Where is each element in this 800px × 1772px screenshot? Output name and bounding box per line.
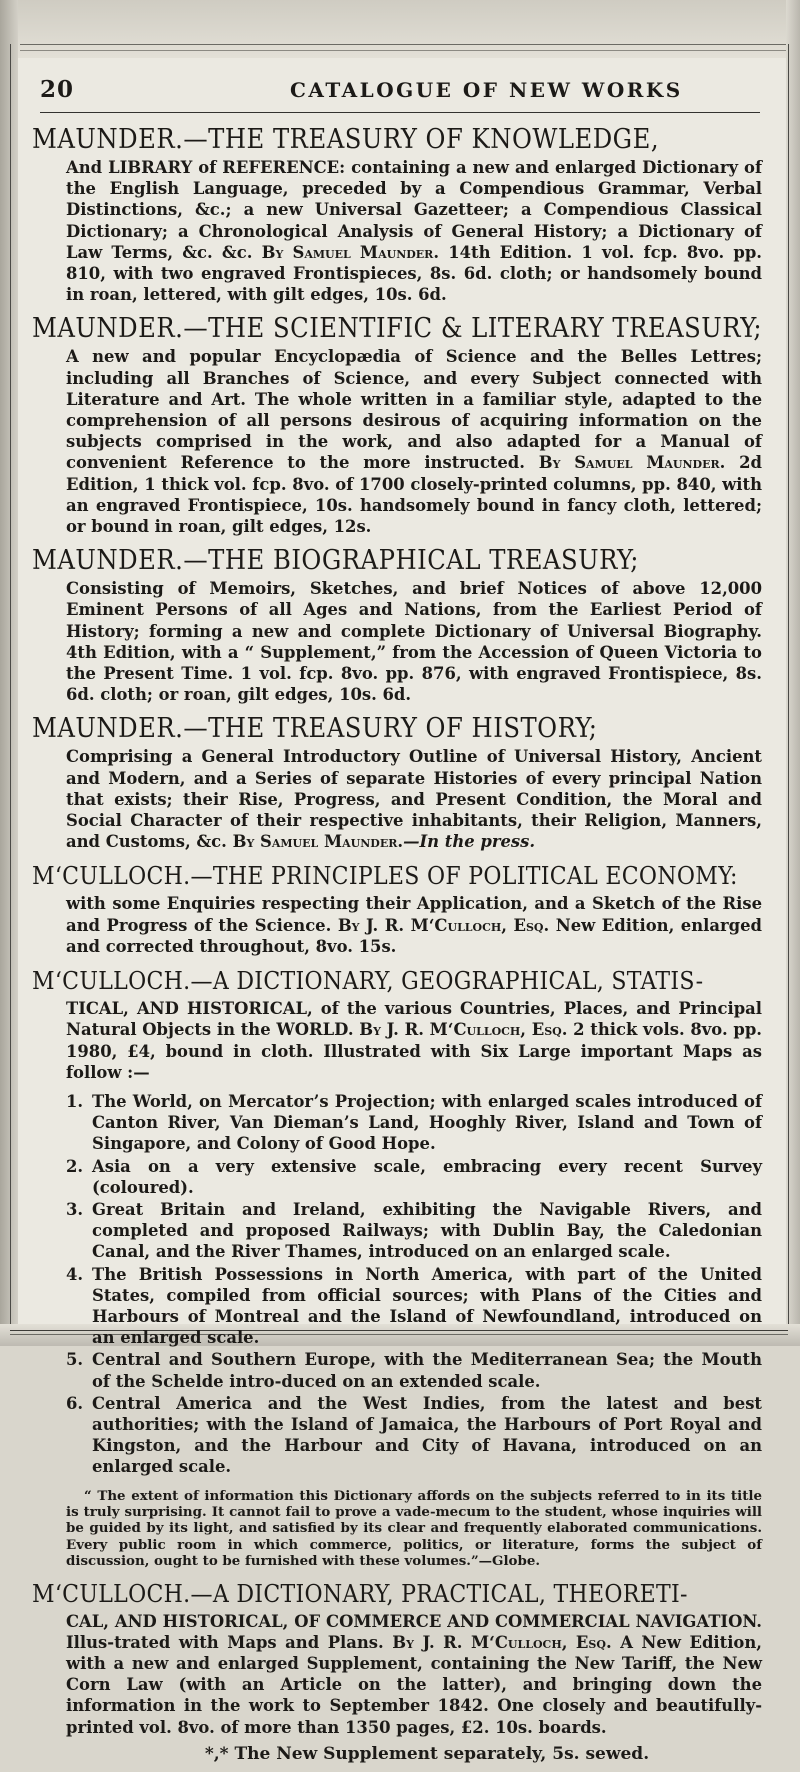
- entry-heading: M‘CULLOCH.—THE PRINCIPLES OF POLITICAL ECONOMY:: [32, 861, 738, 891]
- scan-left-edge: [0, 0, 18, 1346]
- entry-heading: MAUNDER.—THE SCIENTIFIC & LITERARY TREASURY;: [32, 313, 763, 345]
- author: By Samuel Maunder.: [261, 242, 440, 262]
- scan-right-edge: [786, 0, 800, 1346]
- list-item: 2. Asia on a very extensive scale, embracing every recent Survey (coloured).: [66, 1156, 762, 1197]
- entry-description: Consisting of Memoirs, Sketches, and brief Notices of above 12,000 Eminent Persons of all Ages and Nations, from the Earliest Period of History; forming a new and complete Dictionary of Universal Biography. 4th Edition, with a “ Supplement,” from the Accession of Queen Victoria to the Present Time. 1 vol. fcp. 8vo. pp. 876, with engraved Frontispiece, 8s. 6d. cloth; or roan, gilt edges, 10s. 6d.: [66, 579, 762, 705]
- author: By J. R. M‘Culloch, Esq.: [337, 915, 550, 935]
- entry-heading: M‘CULLOCH.—A DICTIONARY, GEOGRAPHICAL, STATIS-: [32, 966, 704, 996]
- entry-heading: MAUNDER.—THE BIOGRAPHICAL TREASURY;: [32, 545, 639, 577]
- list-item: 6. Central America and the West Indies, from the latest and best authorities; with the Island of Jamaica, the Harbours of Port Royal and Kingston, and the Harbour and City of Havana, introduced on an enlarged scale.: [66, 1393, 762, 1477]
- entry-description: A new and popular Encyclopædia of Science and the Belles Lettres; including all Branches of Science, and every Subject connected with Literature and Art. The whole written in a familiar style, adapted to the comprehension of all persons desirous of acquiring information on the subjects comprised in the work, and also adapted for a Manual of convenient Reference to the more instructed. By Samuel Maunder. 2d Edition, 1 thick vol. fcp. 8vo. of 1700 closely-printed columns, pp. 840, with an engraved Frontispiece, 10s. handsomely bound in fancy cloth, lettered; or bound in roan, gilt edges, 12s.: [66, 347, 762, 537]
- press-note: —In the press.: [403, 832, 536, 852]
- entry-description: And LIBRARY of REFERENCE: containing a new and enlarged Dictionary of the English Language, preceded by a Compendious Grammar, Verbal Distinctions, &c.; a new Universal Gazetteer; a Compendious Classical Dictionary; a Chronological Analysis of General History; a Dictionary of Law Terms, &c. &c. By Samuel Maunder. 14th Edition. 1 vol. fcp. 8vo. pp. 810, with two engraved Frontispieces, 8s. 6d. cloth; or handsomely bound in roan, lettered, with gilt edges, 10s. 6d.: [66, 158, 763, 305]
- scan-top-edge: [0, 0, 800, 58]
- list-item: 3. Great Britain and Ireland, exhibiting the Navigable Rivers, and completed and proposed Railways; with Dublin Bay, the Caledonian Canal, and the River Thames, introduced on an enlarged scale.: [66, 1199, 762, 1262]
- entry-biographical-treasury: [32, 545, 762, 705]
- review-quote: “ The extent of information this Dictionary affords on the subjects referred to in its title is truly surprising. It cannot fail to prove a vade-mecum to the student, whose inquiries will be guided by its light, and satisfied by its clear and frequently elaborated communications. Every public room in which commerce, politics, or literature, forms the subject of discussion, ought to be furnished with these volumes.”—Globe.: [66, 1487, 762, 1570]
- page-number: 20: [40, 76, 75, 103]
- author: By J. R. M‘Culloch, Esq.: [392, 1632, 612, 1652]
- author: By J. R. M‘Culloch, Esq.: [359, 1020, 568, 1040]
- header-rule: [40, 112, 760, 113]
- entry-heading: MAUNDER.—THE TREASURY OF HISTORY;: [32, 713, 598, 745]
- author: By Samuel Maunder.: [538, 453, 726, 473]
- list-item: 1. The World, on Mercator’s Projection; with enlarged scales introduced of Canton River, Van Dieman’s Land, Hooghly River, Island and Town of Singapore, and Colony of Good Hope.: [66, 1091, 762, 1154]
- entry-heading: M‘CULLOCH.—A DICTIONARY, PRACTICAL, THEORETI-: [32, 1578, 688, 1608]
- entry-political-economy: [32, 860, 762, 957]
- map-list: [32, 1091, 762, 1478]
- list-item: 5. Central and Southern Europe, with the Mediterranean Sea; the Mouth of the Schelde intro-duced on an extended scale.: [66, 1350, 762, 1391]
- entry-treasury-of-knowledge: [32, 124, 762, 305]
- running-title: CATALOGUE OF NEW WORKS: [290, 78, 683, 102]
- author: By Samuel Maunder.: [232, 832, 404, 852]
- entry-description: CAL, AND HISTORICAL, OF COMMERCE AND COMMERCIAL NAVIGATION. Illus-trated with Maps and Plans. By J. R. M‘Culloch, Esq. A New Edition, with a new and enlarged Supplement, containing the New Tariff, the New Corn Law (with an Article on the latter), and bringing down the information in the work to September 1842. One closely and beautifully-printed vol. 8vo. of more than 1350 pages, £2. 10s. boards.: [66, 1611, 762, 1737]
- list-item: 4. The British Possessions in North America, with part of the United States, compiled from official sources; with Plans of the Cities and Harbours of Montreal and the Island of Newfoundland, introduced on an enlarged scale.: [66, 1264, 762, 1348]
- entry-scientific-literary-treasury: [32, 313, 762, 537]
- entry-commerce-dictionary: [32, 1578, 762, 1764]
- entry-description: with some Enquiries respecting their Application, and a Sketch of the Rise and Progress of the Science. By J. R. M‘Culloch, Esq. New Edition, enlarged and corrected throughout, 8vo. 15s.: [66, 894, 762, 956]
- entry-geographical-dictionary: [32, 965, 762, 1570]
- entry-description: TICAL, AND HISTORICAL, of the various Countries, Places, and Principal Natural Objects in the WORLD. By J. R. M‘Culloch, Esq. 2 thick vols. 8vo. pp. 1980, £4, bound in cloth. Illustrated with Six Large important Maps as follow :—: [66, 999, 762, 1082]
- entry-heading: MAUNDER.—THE TREASURY OF KNOWLEDGE,: [32, 124, 660, 155]
- catalogue-entries: [32, 124, 762, 1772]
- supplement-note: *,* The New Supplement separately, 5s. sewed.: [204, 1743, 650, 1764]
- entry-treasury-of-history: [32, 713, 762, 852]
- page-header: [40, 76, 760, 106]
- entry-description: Comprising a General Introductory Outline of Universal History, Ancient and Modern, and a Series of separate Histories of every principal Nation that exists; their Rise, Progress, and Present Condition, the Moral and Social Character of their respective inhabitants, their Religion, Manners, and Customs, &c. By Samuel Maunder.—In the press.: [66, 747, 762, 852]
